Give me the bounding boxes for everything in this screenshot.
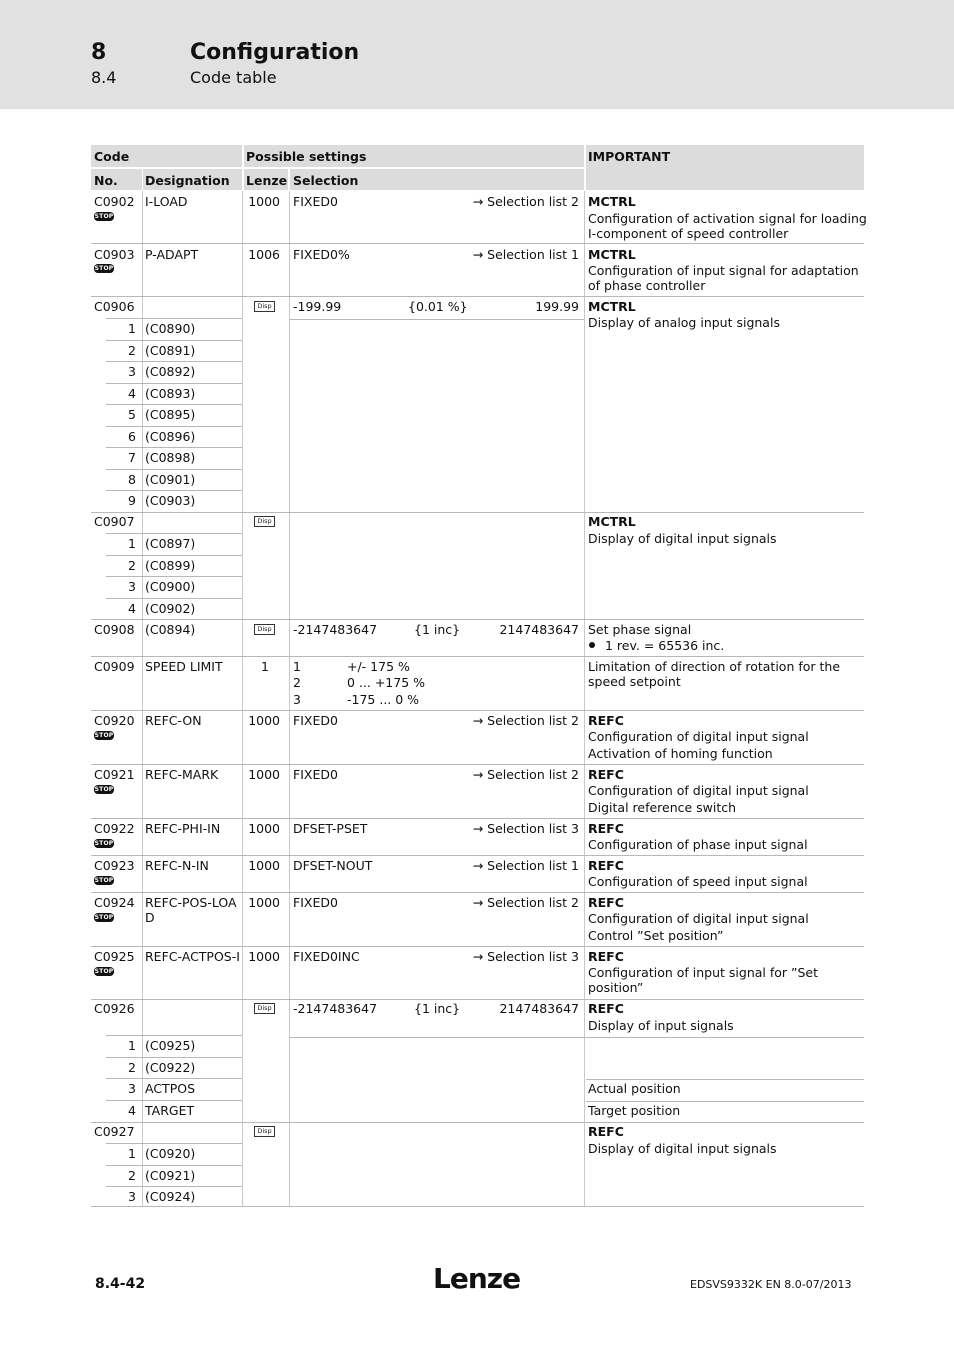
important-text: I-component of speed controller bbox=[588, 226, 789, 241]
important-text: Activation of homing function bbox=[588, 746, 773, 761]
important-title: REFC bbox=[588, 1001, 624, 1016]
row-divider bbox=[91, 818, 864, 819]
chapter-title: Configuration bbox=[190, 40, 360, 65]
stop-icon: STOP bbox=[94, 877, 114, 884]
display-only-icon: Disp bbox=[254, 301, 275, 312]
subcode-designation: (C0922) bbox=[145, 1059, 196, 1075]
designation: (C0894) bbox=[145, 622, 196, 637]
subcode-number: 1 bbox=[128, 321, 136, 336]
range-step: {1 inc} bbox=[414, 622, 461, 637]
subrow-divider bbox=[106, 1035, 242, 1036]
designation: I-LOAD bbox=[145, 194, 188, 209]
lenze-value: 1000 bbox=[248, 858, 280, 873]
subrow-divider bbox=[106, 598, 242, 599]
code-c0902: C0902 bbox=[94, 194, 135, 209]
important-text: of phase controller bbox=[588, 278, 706, 293]
row-divider bbox=[586, 1079, 864, 1080]
stop-icon: STOP bbox=[94, 968, 114, 975]
designation: REFC-MARK bbox=[145, 767, 219, 782]
col-header-designation: Designation bbox=[145, 173, 230, 188]
row-divider bbox=[91, 512, 864, 513]
subcode-number: 2 bbox=[128, 557, 136, 573]
subcode-number: 2 bbox=[128, 1059, 136, 1075]
option-text: -175 ... 0 % bbox=[347, 692, 420, 707]
brand-logo: Lenze bbox=[433, 1262, 521, 1295]
important-text: Actual position bbox=[588, 1081, 681, 1097]
subcode-designation: (C0896) bbox=[145, 428, 196, 444]
designation: P-ADAPT bbox=[145, 247, 199, 262]
code-c0922: C0922 bbox=[94, 821, 135, 836]
important-text: Target position bbox=[588, 1103, 681, 1119]
stop-icon: STOP bbox=[94, 840, 114, 847]
important-text: Configuration of digital input signal bbox=[588, 783, 809, 798]
subcode-designation: TARGET bbox=[145, 1103, 195, 1119]
row-divider bbox=[91, 656, 864, 657]
page-number: 8.4-42 bbox=[95, 1276, 146, 1292]
subcode-designation: (C0890) bbox=[145, 321, 196, 336]
selection-value: FIXED0INC bbox=[293, 949, 360, 964]
subcode-designation: (C0901) bbox=[145, 471, 196, 487]
stop-icon: STOP bbox=[94, 786, 114, 793]
important-text: Display of analog input signals bbox=[588, 315, 780, 330]
subrow-divider bbox=[106, 318, 242, 319]
code-c0906: C0906 bbox=[94, 299, 135, 314]
code-c0927: C0927 bbox=[94, 1124, 135, 1139]
range-step: {1 inc} bbox=[414, 1001, 461, 1016]
col-header-possible-settings: Possible settings bbox=[246, 149, 367, 164]
option-number: 3 bbox=[293, 692, 301, 707]
display-only-icon: Disp bbox=[254, 1003, 275, 1014]
important-text: Configuration of activation signal for loading bbox=[588, 211, 867, 226]
subcode-number: 2 bbox=[128, 1167, 136, 1183]
display-only-icon: Disp bbox=[254, 516, 275, 527]
subrow-divider bbox=[106, 361, 242, 362]
selection-list-link: → Selection list 3 bbox=[472, 821, 579, 836]
selection-value: FIXED0 bbox=[293, 194, 338, 209]
designation: REFC-PHI-IN bbox=[145, 821, 221, 836]
subrow-divider bbox=[106, 555, 242, 556]
subcode-number: 9 bbox=[128, 493, 136, 508]
designation: REFC-N-IN bbox=[145, 858, 209, 873]
important-text: speed setpoint bbox=[588, 674, 681, 689]
row-divider bbox=[290, 319, 584, 320]
col-header-no: No. bbox=[94, 173, 118, 188]
lenze-value: 1000 bbox=[248, 895, 280, 910]
lenze-value: 1000 bbox=[248, 821, 280, 836]
option-number: 2 bbox=[293, 675, 301, 690]
subcode-number: 3 bbox=[128, 1081, 136, 1097]
col-divider bbox=[242, 191, 243, 1206]
bullet-icon bbox=[589, 642, 595, 648]
row-divider bbox=[91, 855, 864, 856]
important-bullet-text: 1 rev. = 65536 inc. bbox=[605, 638, 725, 653]
stop-icon: STOP bbox=[94, 732, 114, 739]
subcode-designation: (C0921) bbox=[145, 1167, 196, 1183]
subrow-divider bbox=[106, 1057, 242, 1058]
code-c0926: C0926 bbox=[94, 1001, 135, 1016]
subcode-number: 3 bbox=[128, 1189, 136, 1204]
important-text: Digital reference switch bbox=[588, 800, 737, 815]
lenze-value: 1 bbox=[261, 659, 269, 674]
important-text: Display of input signals bbox=[588, 1018, 734, 1033]
stop-icon: STOP bbox=[94, 265, 114, 272]
row-divider bbox=[91, 1122, 864, 1123]
subrow-divider bbox=[106, 426, 242, 427]
subrow-divider bbox=[106, 383, 242, 384]
subrow-divider bbox=[106, 533, 242, 534]
subcode-number: 4 bbox=[128, 601, 136, 617]
lenze-value: 1000 bbox=[248, 949, 280, 964]
selection-value: DFSET-PSET bbox=[293, 821, 368, 836]
important-text: position” bbox=[588, 980, 644, 995]
important-title: REFC bbox=[588, 1124, 624, 1139]
range-min: -2147483647 bbox=[293, 1001, 378, 1016]
important-text: Display of digital input signals bbox=[588, 531, 777, 546]
selection-list-link: → Selection list 2 bbox=[472, 895, 579, 910]
subcode-number: 1 bbox=[128, 536, 136, 551]
stop-icon: STOP bbox=[94, 213, 114, 220]
designation: REFC-ON bbox=[145, 713, 202, 728]
row-divider bbox=[91, 1206, 864, 1207]
selection-list-link: → Selection list 2 bbox=[472, 713, 579, 728]
subcode-designation: (C0897) bbox=[145, 536, 196, 551]
code-c0923: C0923 bbox=[94, 858, 135, 873]
subrow-divider bbox=[106, 469, 242, 470]
subrow-divider bbox=[106, 1165, 242, 1166]
important-text: Control ”Set position” bbox=[588, 928, 724, 943]
row-divider bbox=[91, 892, 864, 893]
col-divider bbox=[584, 191, 585, 1206]
col-header-important: IMPORTANT bbox=[588, 149, 671, 164]
display-only-icon: Disp bbox=[254, 624, 275, 635]
range-max: 2147483647 bbox=[499, 1001, 579, 1016]
important-text: Configuration of speed input signal bbox=[588, 874, 808, 889]
document-id: EDSVS9332K EN 8.0-07/2013 bbox=[690, 1278, 852, 1291]
row-divider bbox=[91, 946, 864, 947]
subcode-number: 3 bbox=[128, 364, 136, 379]
option-text: 0 ... +175 % bbox=[347, 675, 426, 690]
subcode-number: 2 bbox=[128, 342, 136, 358]
designation: SPEED LIMIT bbox=[145, 659, 223, 674]
code-c0909: C0909 bbox=[94, 659, 135, 674]
subcode-designation: (C0892) bbox=[145, 364, 196, 379]
selection-list-link: → Selection list 2 bbox=[472, 194, 579, 209]
range-step: {0.01 %} bbox=[408, 299, 468, 314]
important-title: MCTRL bbox=[588, 247, 636, 262]
designation: D bbox=[145, 910, 155, 925]
selection-list-link: → Selection list 3 bbox=[472, 949, 579, 964]
code-c0907: C0907 bbox=[94, 514, 135, 529]
col-header-selection: Selection bbox=[293, 173, 359, 188]
option-number: 1 bbox=[293, 659, 301, 674]
code-c0924: C0924 bbox=[94, 895, 135, 910]
row-divider bbox=[91, 710, 864, 711]
code-c0903: C0903 bbox=[94, 247, 135, 262]
subcode-number: 1 bbox=[128, 1146, 136, 1161]
code-c0925: C0925 bbox=[94, 949, 135, 964]
subrow-divider bbox=[106, 1100, 242, 1101]
range-min: -2147483647 bbox=[293, 622, 378, 637]
selection-list-link: → Selection list 1 bbox=[472, 858, 579, 873]
important-title: REFC bbox=[588, 767, 624, 782]
stop-icon: STOP bbox=[94, 914, 114, 921]
important-text: Limitation of direction of rotation for the bbox=[588, 659, 841, 674]
subrow-divider bbox=[106, 1186, 242, 1187]
col-header-code: Code bbox=[94, 149, 130, 164]
chapter-number: 8 bbox=[91, 40, 107, 65]
row-divider bbox=[290, 1037, 864, 1038]
important-title: REFC bbox=[588, 949, 624, 964]
subcode-designation: (C0900) bbox=[145, 579, 196, 595]
subcode-number: 4 bbox=[128, 1103, 136, 1119]
important-title: REFC bbox=[588, 895, 624, 910]
subcode-designation: (C0898) bbox=[145, 450, 196, 465]
designation: REFC-POS-LOA bbox=[145, 895, 237, 910]
important-title: REFC bbox=[588, 713, 624, 728]
lenze-value: 1000 bbox=[248, 767, 280, 782]
col-divider bbox=[289, 191, 290, 1206]
important-text: Configuration of phase input signal bbox=[588, 837, 808, 852]
important-text: Configuration of input signal for ”Set bbox=[588, 965, 819, 980]
subcode-number: 6 bbox=[128, 428, 136, 444]
designation: REFC-ACTPOS-I bbox=[145, 949, 240, 964]
important-title: MCTRL bbox=[588, 194, 636, 209]
range-max: 199.99 bbox=[535, 299, 579, 314]
lenze-value: 1006 bbox=[248, 247, 280, 262]
row-divider bbox=[91, 619, 864, 620]
row-divider bbox=[91, 243, 864, 244]
subcode-designation: (C0903) bbox=[145, 493, 196, 508]
range-min: -199.99 bbox=[293, 299, 342, 314]
subrow-divider bbox=[106, 1078, 242, 1079]
selection-value: DFSET-NOUT bbox=[293, 858, 373, 873]
col-divider bbox=[142, 191, 143, 1206]
row-divider bbox=[586, 1101, 864, 1102]
important-text: Configuration of input signal for adaptation bbox=[588, 263, 859, 278]
subrow-divider bbox=[106, 576, 242, 577]
subcode-designation: ACTPOS bbox=[145, 1081, 196, 1097]
subcode-designation: (C0895) bbox=[145, 407, 196, 422]
col-header-lenze: Lenze bbox=[246, 173, 288, 188]
code-c0921: C0921 bbox=[94, 767, 135, 782]
subcode-number: 3 bbox=[128, 579, 136, 595]
code-c0920: C0920 bbox=[94, 713, 135, 728]
range-max: 2147483647 bbox=[499, 622, 579, 637]
code-c0908: C0908 bbox=[94, 622, 135, 637]
important-text: Set phase signal bbox=[588, 622, 692, 637]
subcode-number: 5 bbox=[128, 407, 136, 422]
important-title: REFC bbox=[588, 821, 624, 836]
important-text: Display of digital input signals bbox=[588, 1141, 777, 1156]
subcode-designation: (C0902) bbox=[145, 601, 196, 617]
subrow-divider bbox=[106, 404, 242, 405]
subcode-designation: (C0920) bbox=[145, 1146, 196, 1161]
important-text: Configuration of digital input signal bbox=[588, 729, 809, 744]
subrow-divider bbox=[106, 447, 242, 448]
important-text: Configuration of digital input signal bbox=[588, 911, 809, 926]
subcode-designation: (C0924) bbox=[145, 1189, 196, 1204]
section-number: 8.4 bbox=[91, 68, 117, 87]
subcode-designation: (C0925) bbox=[145, 1038, 196, 1053]
selection-value: FIXED0 bbox=[293, 895, 338, 910]
lenze-value: 1000 bbox=[248, 713, 280, 728]
subrow-divider bbox=[106, 1143, 242, 1144]
row-divider bbox=[91, 999, 864, 1000]
subcode-designation: (C0891) bbox=[145, 342, 196, 358]
row-divider bbox=[91, 296, 864, 297]
subrow-divider bbox=[106, 340, 242, 341]
subcode-number: 8 bbox=[128, 471, 136, 487]
important-title: REFC bbox=[588, 858, 624, 873]
important-title: MCTRL bbox=[588, 514, 636, 529]
subcode-designation: (C0899) bbox=[145, 557, 196, 573]
section-title: Code table bbox=[190, 68, 277, 87]
selection-value: FIXED0 bbox=[293, 767, 338, 782]
subcode-number: 1 bbox=[128, 1038, 136, 1053]
row-divider bbox=[91, 764, 864, 765]
lenze-value: 1000 bbox=[248, 194, 280, 209]
selection-list-link: → Selection list 2 bbox=[472, 767, 579, 782]
selection-value: FIXED0 bbox=[293, 713, 338, 728]
page-header bbox=[0, 0, 954, 109]
subrow-divider bbox=[106, 490, 242, 491]
option-text: +/- 175 % bbox=[347, 659, 410, 674]
subcode-designation: (C0893) bbox=[145, 385, 196, 401]
subcode-number: 7 bbox=[128, 450, 136, 465]
selection-list-link: → Selection list 1 bbox=[472, 247, 579, 262]
selection-value: FIXED0% bbox=[293, 247, 350, 262]
important-title: MCTRL bbox=[588, 299, 636, 314]
display-only-icon: Disp bbox=[254, 1126, 275, 1137]
subcode-number: 4 bbox=[128, 385, 136, 401]
